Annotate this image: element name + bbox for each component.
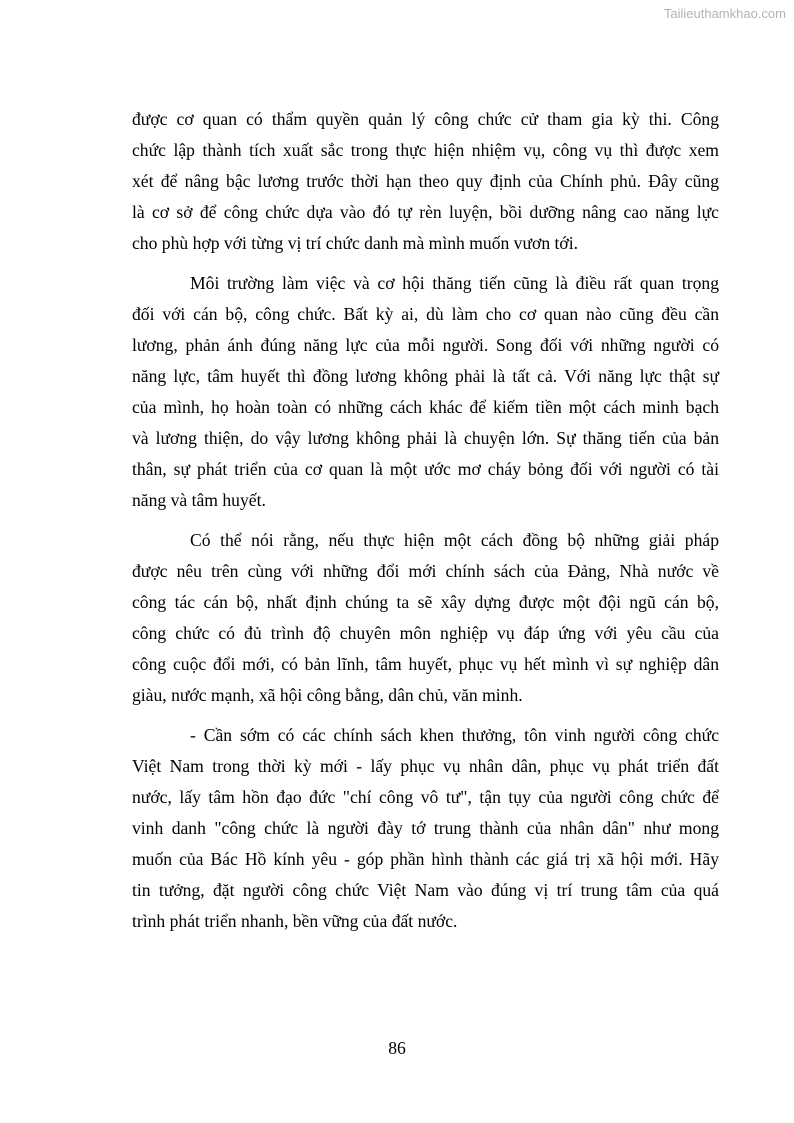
- text-line: của mình, họ hoàn toàn có những cách khác để kiếm tiền một cách minh bạch: [132, 397, 719, 417]
- text-line: thân, sự phát triển của cơ quan là một ước mơ cháy bỏng đối với người có tài: [132, 459, 719, 479]
- text-line: lương, phản ánh đúng năng lực của mỗi người. Song đối với những người có: [132, 335, 719, 355]
- text-line: - Cần sớm có các chính sách khen thưởng, tôn vinh người công chức: [190, 725, 719, 745]
- text-line: Môi trường làm việc và cơ hội thăng tiến cũng là điều rất quan trọng: [190, 273, 719, 293]
- text-line: và lương thiện, do vậy lương không phải là chuyện lớn. Sự thăng tiến của bản: [132, 428, 719, 448]
- text-line: Có thể nói rằng, nếu thực hiện một cách đồng bộ những giải pháp: [190, 530, 719, 550]
- text-line: được cơ quan có thẩm quyền quản lý công chức cử tham gia kỳ thi. Công: [132, 109, 719, 129]
- text-line: trình phát triển nhanh, bền vững của đất nước.: [132, 911, 458, 931]
- paragraph: [132, 720, 719, 937]
- text-line: xét để nâng bậc lương trước thời hạn theo quy định của Chính phủ. Đây cũng: [132, 171, 719, 191]
- paragraph: [132, 104, 719, 259]
- text-line: năng lực, tâm huyết thì đồng lương không phải là tất cả. Với năng lực thật sự: [132, 366, 719, 386]
- paragraph: [132, 268, 719, 516]
- text-line: muốn của Bác Hồ kính yêu - góp phần hình thành các giá trị xã hội mới. Hãy: [132, 849, 719, 869]
- text-line: công cuộc đổi mới, có bản lĩnh, tâm huyết, phục vụ hết mình vì sự nghiệp dân: [132, 654, 719, 674]
- text-line: được nêu trên cùng với những đổi mới chính sách của Đảng, Nhà nước về: [132, 561, 719, 581]
- text-line: chức lập thành tích xuất sắc trong thực hiện nhiệm vụ, công vụ thì được xem: [132, 140, 719, 160]
- text-line: giàu, nước mạnh, xã hội công bằng, dân chủ, văn minh.: [132, 685, 523, 705]
- text-line: công tác cán bộ, nhất định chúng ta sẽ xây dựng được một đội ngũ cán bộ,: [132, 592, 719, 612]
- page-number: 86: [388, 1038, 406, 1058]
- text-line: vinh danh "công chức là người đày tớ trung thành của nhân dân" như mong: [132, 818, 719, 838]
- text-line: công chức có đủ trình độ chuyên môn nghiệp vụ đáp ứng với yêu cầu của: [132, 623, 719, 643]
- text-line: tin tưởng, đặt người công chức Việt Nam vào đúng vị trí trung tâm của quá: [132, 880, 719, 900]
- text-line: đối với cán bộ, công chức. Bất kỳ ai, dù làm cho cơ quan nào cũng đều cần: [132, 304, 719, 324]
- text-line: nước, lấy tâm hồn đạo đức "chí công vô tư", tận tụy của người công chức để: [132, 787, 719, 807]
- text-line: là cơ sở để công chức dựa vào đó tự rèn luyện, bồi dưỡng nâng cao năng lực: [132, 202, 719, 222]
- text-line: Việt Nam trong thời kỳ mới - lấy phục vụ nhân dân, phục vụ phát triển đất: [132, 756, 719, 776]
- text-line: cho phù hợp với từng vị trí chức danh mà mình muốn vươn tới.: [132, 233, 578, 253]
- watermark-text: Tailieuthamkhao.com: [663, 6, 786, 21]
- text-line: năng và tâm huyết.: [132, 490, 266, 510]
- document-body: [132, 104, 719, 946]
- paragraph: [132, 525, 719, 711]
